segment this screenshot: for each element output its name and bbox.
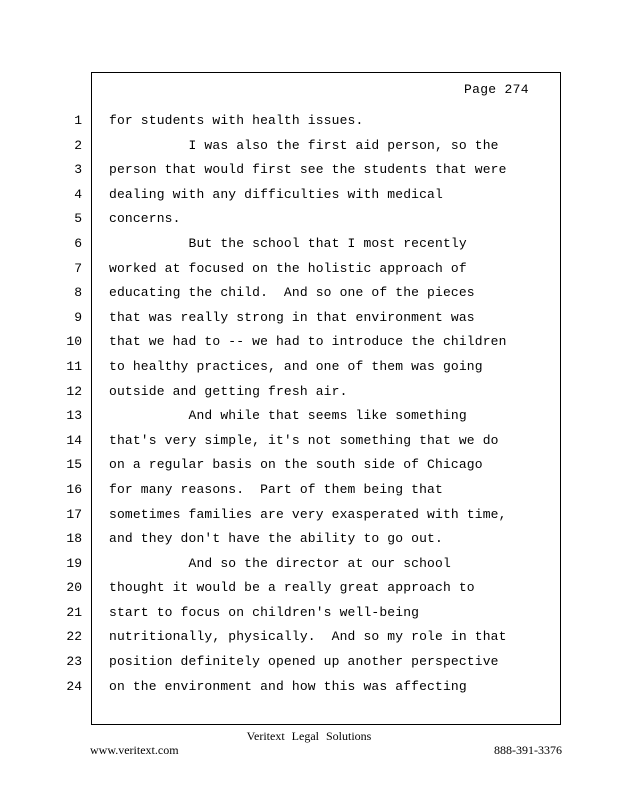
transcript-line: person that would first see the students that were	[109, 162, 507, 178]
transcript-line: And while that seems like something	[109, 408, 467, 424]
transcript-line: nutritionally, physically. And so my role in that	[109, 629, 507, 645]
transcript-line: sometimes families are very exasperated with time,	[109, 506, 507, 522]
line-number: 22	[66, 629, 82, 645]
transcript-line: and they don't have the ability to go out.	[109, 531, 443, 547]
transcript-line: for many reasons. Part of them being that	[109, 481, 443, 497]
line-number: 12	[66, 383, 82, 399]
transcript-line: concerns.	[109, 211, 181, 227]
footer-company-name: Veritext Legal Solutions	[246, 729, 372, 743]
line-number: 8	[74, 285, 82, 301]
transcript-line: start to focus on children's well-being	[109, 604, 420, 620]
transcript-line: thought it would be a really great approach to	[109, 580, 475, 596]
transcript-line: position definitely opened up another perspective	[109, 654, 499, 670]
line-number: 9	[74, 309, 82, 325]
line-number: 20	[66, 580, 82, 596]
transcript-line: for students with health issues.	[109, 113, 364, 128]
transcript-line: I was also the first aid person, so the	[109, 137, 499, 153]
footer-website: www.veritext.com	[90, 743, 179, 757]
transcript-line: outside and getting fresh air.	[109, 383, 348, 399]
line-number: 4	[74, 186, 82, 202]
line-number: 13	[66, 408, 82, 424]
line-number: 21	[66, 604, 82, 620]
footer-phone-number: 888-391-3376	[494, 743, 562, 757]
line-number: 18	[66, 531, 82, 547]
line-number: 24	[66, 678, 82, 694]
transcript-line: on the environment and how this was affecting	[109, 678, 467, 694]
page-number: Page 274	[464, 82, 529, 97]
transcript-line: to healthy practices, and one of them was going	[109, 358, 483, 374]
line-number: 10	[66, 334, 82, 350]
transcript-line: And so the director at our school	[109, 555, 451, 571]
transcript-text	[109, 113, 559, 703]
line-number: 1	[74, 113, 82, 128]
line-number: 2	[74, 137, 82, 153]
transcript-line: educating the child. And so one of the pieces	[109, 285, 475, 301]
transcript-line: that's very simple, it's not something that we do	[109, 432, 499, 448]
transcript-line: dealing with any difficulties with medical	[109, 186, 443, 202]
line-number: 16	[66, 481, 82, 497]
transcript-line: on a regular basis on the south side of Chicago	[109, 457, 483, 473]
line-number: 17	[66, 506, 82, 522]
line-number: 6	[74, 235, 82, 251]
transcript-line: that we had to -- we had to introduce the children	[109, 334, 507, 350]
line-number: 11	[66, 358, 82, 374]
transcript-line: that was really strong in that environment was	[109, 309, 475, 325]
line-number: 23	[66, 654, 82, 670]
line-number-column	[60, 113, 82, 703]
line-number: 3	[74, 162, 82, 178]
transcript-line: But the school that I most recently	[109, 235, 467, 251]
line-number: 14	[66, 432, 82, 448]
transcript-line: worked at focused on the holistic approach of	[109, 260, 467, 276]
line-number: 7	[74, 260, 82, 276]
line-number: 5	[74, 211, 82, 227]
line-number: 15	[66, 457, 82, 473]
line-number: 19	[66, 555, 82, 571]
